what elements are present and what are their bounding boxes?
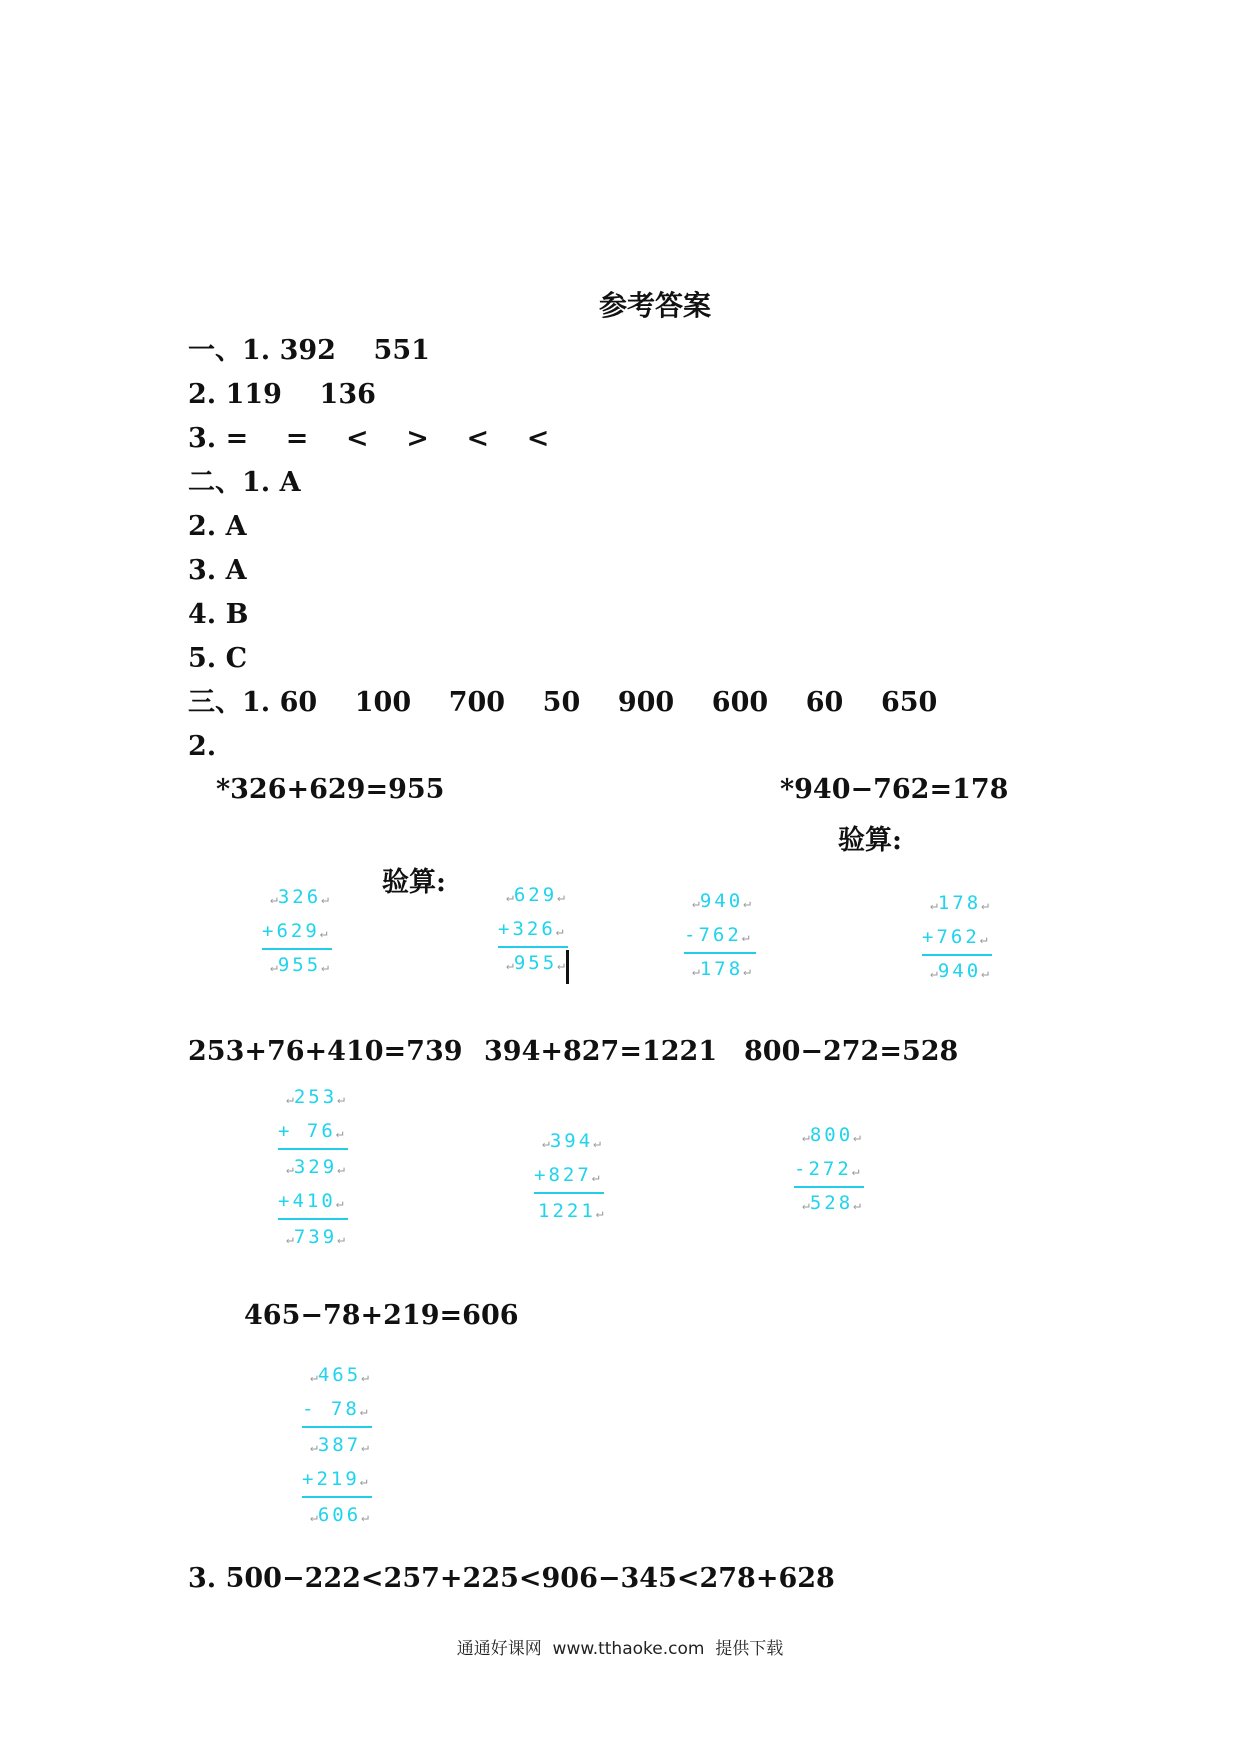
answer-line-3-3: 3. 500−222<257+225<906−345<278+628 [188,1563,835,1594]
calc-row: 329 [293,1156,338,1178]
equation-4: 394+827=1221 [484,1036,718,1067]
footer-text: 通通好课网 www.tthaoke.com 提供下载 [456,1639,784,1659]
calc-row: +629 [262,920,320,942]
vertical-calc-6: ↵394↵ +827↵ 1221↵ [534,1130,604,1222]
vertical-calc-5: ↵253↵ + 76↵ ↵329↵ +410↵ ↵739↵ [278,1086,388,1266]
calc-row: +827 [534,1164,592,1186]
calc-row: 178 [699,958,744,980]
calc-row: 326 [277,886,322,908]
vertical-calc-2: ↵629↵ +326↵ ↵955↵ [498,884,608,994]
calc-row: 528 [809,1192,854,1214]
answer-line-1-1: 一、1. 392 551 [188,335,430,366]
answer-line-1-3: 3. = = < > < < [188,423,550,454]
calc-row: 940 [937,960,982,982]
calc-row: + 76 [278,1120,336,1142]
calc-row: +326 [498,918,556,940]
vertical-calc-8: ↵465↵ - 78↵ ↵387↵ +219↵ ↵606↵ [302,1364,412,1544]
text-cursor [566,950,569,984]
calc-row: +762 [922,926,980,948]
answer-line-2-1: 二、1. A [188,467,301,498]
calc-row: 739 [293,1226,338,1248]
answer-line-3-1: 三、1. 60 100 700 50 900 600 60 650 [188,687,938,718]
vertical-calc-3: ↵940↵ -762↵ ↵178↵ [684,890,794,1000]
equation-1: *326+629=955 [216,774,445,805]
check-label-1: 验算: [382,867,446,898]
answer-line-2-5: 5. C [188,643,248,674]
vertical-calc-1: ↵326↵ +629↵ ↵955↵ [262,886,372,996]
vertical-calc-7: ↵800↵ -272↵ ↵528↵ [794,1124,904,1234]
equation-5: 800−272=528 [744,1036,959,1067]
calc-row: 955 [513,952,558,974]
answer-line-3-2: 2. [188,731,217,762]
page-title: 参考答案 [598,289,711,322]
calc-row: 955 [277,954,322,976]
answer-line-2-2: 2. A [188,511,247,542]
calc-row: 800 [809,1124,854,1146]
answer-line-2-3: 3. A [188,555,247,586]
calc-row: 1221 [538,1200,596,1222]
calc-row: 394 [549,1130,594,1152]
calc-row: 465 [317,1364,362,1386]
calc-row: -762 [684,924,742,946]
calc-row: 606 [317,1504,362,1526]
answer-line-1-2: 2. 119 136 [188,379,376,410]
equation-2: *940−762=178 [780,774,1009,805]
calc-row: 253 [293,1086,338,1108]
calc-row: +219 [302,1468,360,1490]
equation-6: 465−78+219=606 [244,1300,519,1331]
calc-row: - 78 [302,1398,360,1420]
calc-row: 629 [513,884,558,906]
answer-line-2-4: 4. B [188,599,249,630]
equation-3: 253+76+410=739 [188,1036,463,1067]
calc-row: 940 [699,890,744,912]
vertical-calc-4: ↵178↵ +762↵ ↵940↵ [922,892,1032,1002]
check-label-2: 验算: [838,825,902,856]
calc-row: 178 [937,892,982,914]
calc-row: -272 [794,1158,852,1180]
calc-row: 387 [317,1434,362,1456]
calc-row: +410 [278,1190,336,1212]
